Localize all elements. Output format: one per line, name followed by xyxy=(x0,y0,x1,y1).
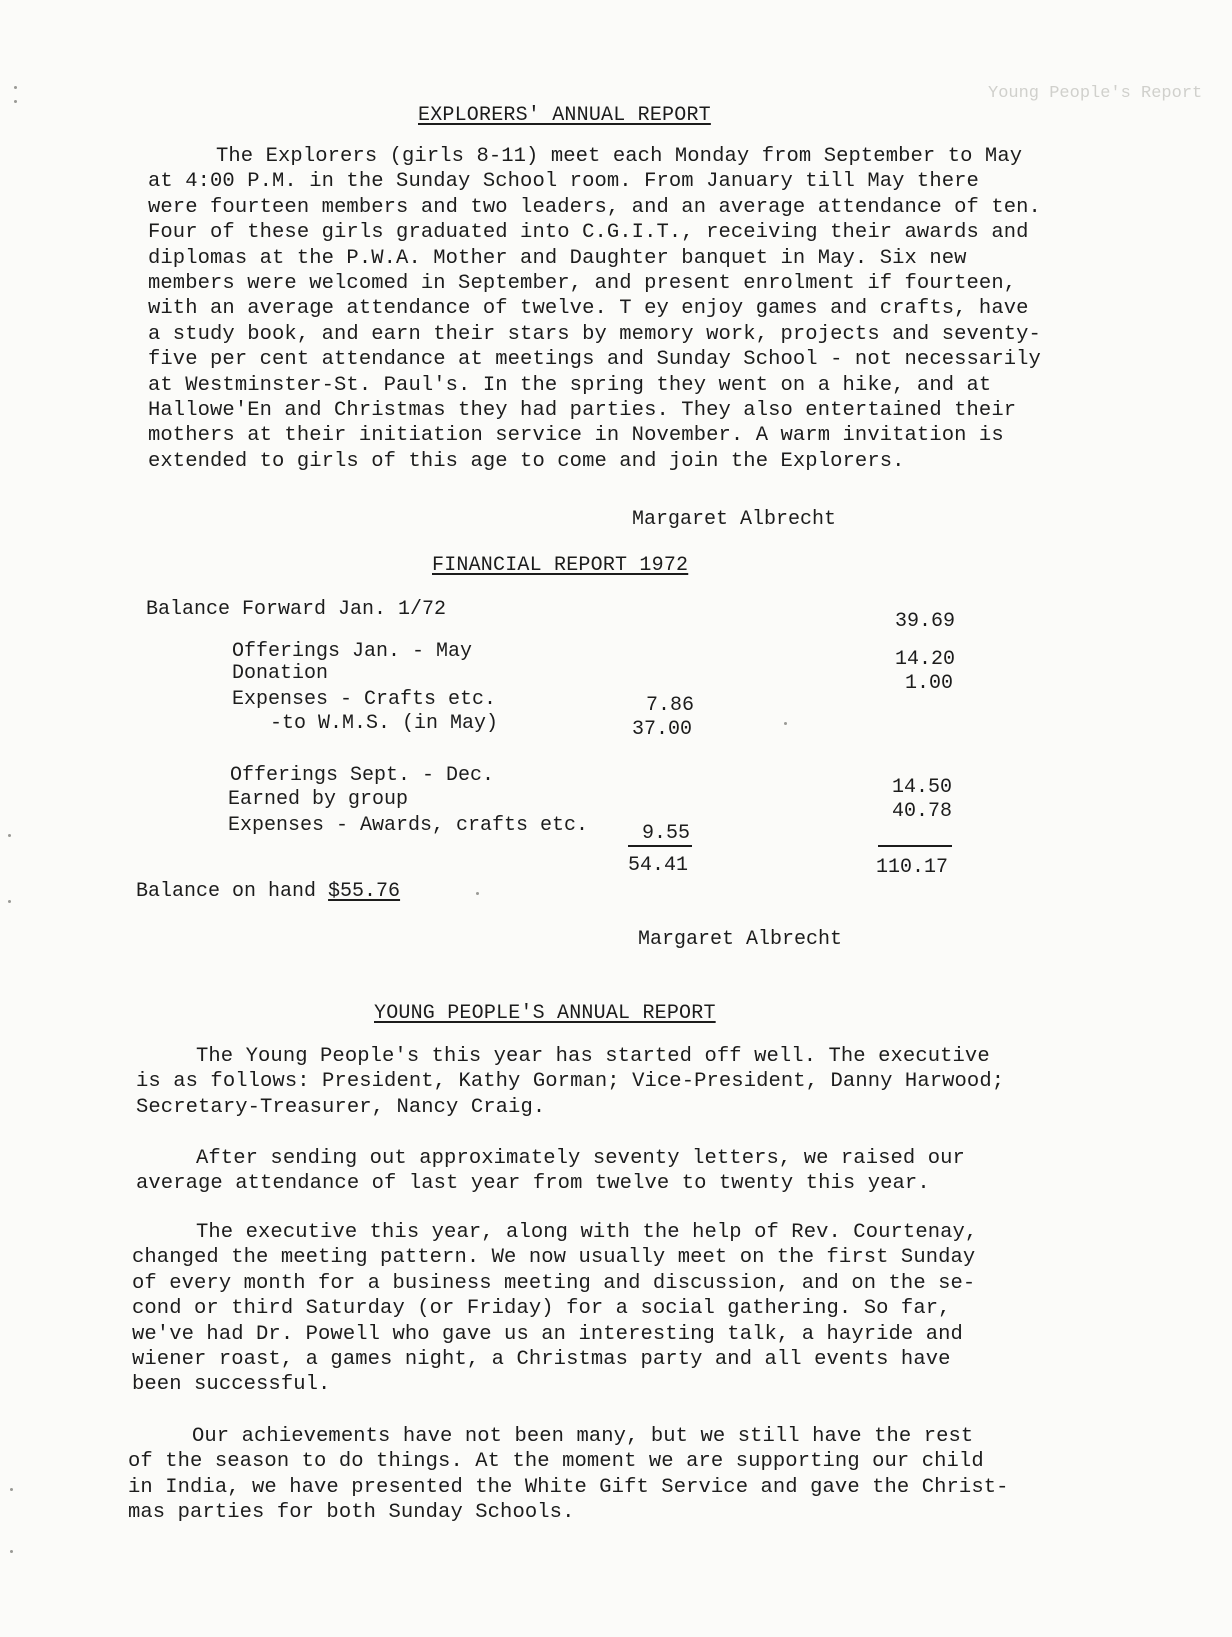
text-line: a study book, and earn their stars by memory work, projects and seventy- xyxy=(148,322,1041,346)
scan-speck xyxy=(8,834,11,837)
explorers-report-title: EXPLORERS' ANNUAL REPORT xyxy=(418,104,711,127)
offerings-jan-may-amount: 14.20 xyxy=(895,648,956,671)
text-line: Secretary-Treasurer, Nancy Craig. xyxy=(136,1095,546,1119)
scan-speck xyxy=(14,86,17,89)
text-line: The Explorers (girls 8-11) meet each Monday from September to May xyxy=(216,145,1023,168)
scan-speck xyxy=(10,1488,13,1491)
young-people-paragraph-4 xyxy=(128,1424,1009,1526)
income-total: 110.17 xyxy=(876,856,949,879)
text-line: wiener roast, a games night, a Christmas party and all events have xyxy=(132,1348,951,1372)
expenses-total-rule xyxy=(628,845,692,847)
income-total-rule xyxy=(878,845,952,847)
offerings-sept-dec-amount: 14.50 xyxy=(892,776,953,799)
text-line: mothers at their initiation service in November. A warm invitation is xyxy=(148,424,1004,448)
text-line: is as follows: President, Kathy Gorman; Vice-President, Danny Harwood; xyxy=(136,1070,1005,1094)
text-line: The executive this year, along with the help of Rev. Courtenay, xyxy=(196,1221,978,1244)
text-line: cond or third Saturday (or Friday) for a social gathering. So far, xyxy=(132,1297,951,1321)
offerings-jan-may-label: Offerings Jan. - May xyxy=(232,640,473,663)
donation-amount: 1.00 xyxy=(905,672,954,695)
text-line: After sending out approximately seventy letters, we raised our xyxy=(196,1147,965,1170)
scan-speck xyxy=(8,900,11,903)
scan-speck xyxy=(10,1550,13,1553)
expenses-crafts-label: Expenses - Crafts etc. xyxy=(232,688,497,711)
balance-on-hand xyxy=(136,880,400,903)
bleed-through-heading: Young People's Report xyxy=(988,84,1203,103)
balance-forward-label: Balance Forward Jan. 1/72 xyxy=(146,598,447,621)
text-line: in India, we have presented the White Gift Service and gave the Christ- xyxy=(128,1475,1009,1499)
text-line: with an average attendance of twelve. T ey enjoy games and crafts, have xyxy=(148,297,1029,321)
text-line: were fourteen members and two leaders, and an average attendance of ten. xyxy=(148,195,1041,219)
text-line: five per cent attendance at meetings and Sunday School - not necessarily xyxy=(148,348,1041,372)
scan-speck xyxy=(476,892,479,895)
explorers-report-body xyxy=(148,144,1041,474)
text-line: Hallowe'En and Christmas they had parties. They also entertained their xyxy=(148,399,1017,423)
text-line: we've had Dr. Powell who gave us an interesting talk, a hayride and xyxy=(132,1322,963,1346)
scan-speck xyxy=(14,100,17,103)
text-line: Four of these girls graduated into C.G.I.T., receiving their awards and xyxy=(148,221,1029,245)
expenses-crafts-amount: 7.86 xyxy=(646,694,695,717)
text-line: of every month for a business meeting and discussion, and on the se- xyxy=(132,1271,976,1295)
text-line: at 4:00 P.M. in the Sunday School room. From January till May there xyxy=(148,170,979,194)
text-line: mas parties for both Sunday Schools. xyxy=(128,1501,575,1525)
financial-report-title: FINANCIAL REPORT 1972 xyxy=(432,554,689,577)
young-people-paragraph-1 xyxy=(136,1044,1004,1120)
expenses-total: 54.41 xyxy=(628,854,689,877)
young-people-paragraph-3 xyxy=(132,1220,977,1398)
explorers-signature: Margaret Albrecht xyxy=(632,508,837,531)
donation-label: Donation xyxy=(232,662,329,685)
text-line: The Young People's this year has started off well. The executive xyxy=(196,1045,990,1068)
expenses-awards-amount: 9.55 xyxy=(642,822,691,845)
balance-on-hand-label: Balance on hand xyxy=(136,880,317,903)
young-people-paragraph-2 xyxy=(136,1146,965,1197)
to-wms-amount: 37.00 xyxy=(632,718,693,741)
text-line: at Westminster-St. Paul's. In the spring they went on a hike, and at xyxy=(148,373,992,397)
text-line: members were welcomed in September, and present enrolment if fourteen, xyxy=(148,272,1017,296)
financial-signature: Margaret Albrecht xyxy=(638,928,843,951)
text-line: extended to girls of this age to come and join the Explorers. xyxy=(148,449,905,473)
expenses-awards-label: Expenses - Awards, crafts etc. xyxy=(228,814,589,837)
text-line: Our achievements have not been many, but we still have the rest xyxy=(192,1425,974,1448)
balance-forward-amount: 39.69 xyxy=(895,610,956,633)
text-line: changed the meeting pattern. We now usually meet on the first Sunday xyxy=(132,1246,976,1270)
young-people-report-title: YOUNG PEOPLE'S ANNUAL REPORT xyxy=(374,1002,716,1025)
earned-by-group-label: Earned by group xyxy=(228,788,409,811)
offerings-sept-dec-label: Offerings Sept. - Dec. xyxy=(230,764,495,787)
text-line: been successful. xyxy=(132,1373,331,1397)
earned-by-group-amount: 40.78 xyxy=(892,800,953,823)
text-line: average attendance of last year from twelve to twenty this year. xyxy=(136,1172,930,1196)
balance-on-hand-amount: $55.76 xyxy=(328,880,401,903)
to-wms-label: -to W.M.S. (in May) xyxy=(270,712,499,735)
scan-speck xyxy=(784,722,787,725)
text-line: of the season to do things. At the moment we are supporting our child xyxy=(128,1450,984,1474)
text-line: diplomas at the P.W.A. Mother and Daughter banquet in May. Six new xyxy=(148,246,967,270)
